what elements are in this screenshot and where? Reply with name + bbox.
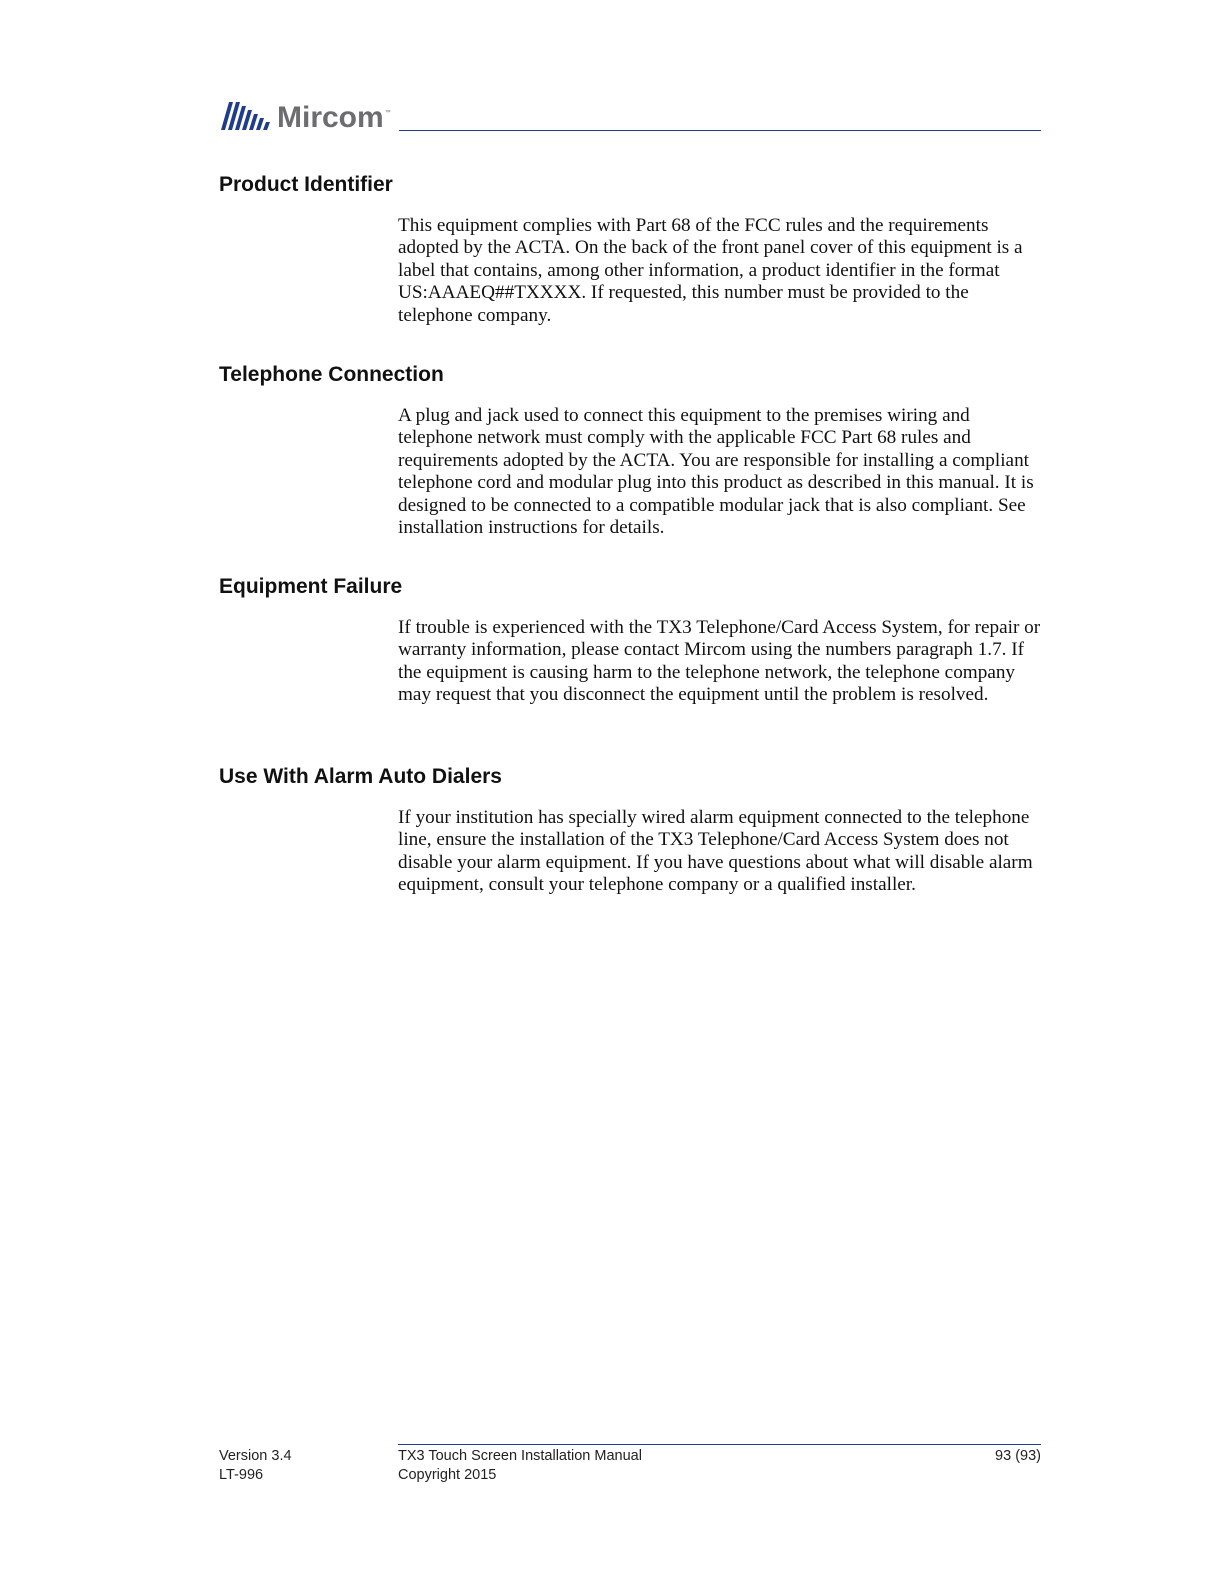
footer-copyright: Copyright 2015 <box>398 1467 497 1483</box>
footer-divider <box>398 1444 1041 1445</box>
section-equipment-failure <box>219 574 1041 707</box>
page-footer <box>219 1444 1041 1488</box>
footer-page-number: 93 (93) <box>995 1448 1041 1464</box>
section-telephone-connection <box>219 362 1041 539</box>
footer-doc-number: LT-996 <box>219 1467 264 1483</box>
section-title: Use With Alarm Auto Dialers <box>219 765 502 788</box>
footer-title-block <box>398 1447 642 1485</box>
section-body: A plug and jack used to connect this equipment to the premises wiring and telephone network must comply with the applicable FCC Part 68 rules and requirements adopted by the ACTA. You are responsible for installing a compliant telephone cord and modular plug into this product as described in this manual. It is designed to be connected to a compatible modular jack that is also compliant. See installation instructions for details. <box>398 405 1034 539</box>
brand-name: Mircom <box>277 101 384 134</box>
section-alarm-auto-dialers <box>219 764 1041 897</box>
section-body: If your institution has specially wired alarm equipment connected to the telephone line, ensure the installation of the TX3 Telephone/Card Access System does not disable your alarm equipment. If you have questions about what will disable alarm equipment, consult your telephone company or a qualified installer. <box>398 807 1033 896</box>
footer-version-block <box>219 1447 292 1485</box>
section-title: Product Identifier <box>219 173 393 196</box>
section-product-identifier <box>219 172 1041 327</box>
mircom-logo <box>219 96 391 136</box>
section-title: Telephone Connection <box>219 363 444 386</box>
section-body: This equipment complies with Part 68 of the FCC rules and the requirements adopted by the ACTA. On the back of the front panel cover of this equipment is a label that contains, among other information, a product identifier in the format US:AAAEQ##TXXXX. If requested, this number must be provided to the telephone company. <box>398 215 1023 326</box>
mircom-logo-mark-icon <box>219 98 271 134</box>
footer-manual-title: TX3 Touch Screen Installation Manual <box>398 1448 642 1464</box>
header-divider <box>399 130 1041 131</box>
footer-version: Version 3.4 <box>219 1448 292 1464</box>
section-title: Equipment Failure <box>219 575 403 598</box>
section-body: If trouble is experienced with the TX3 Telephone/Card Access System, for repair or warranty information, please contact Mircom using the numbers paragraph 1.7. If the equipment is causing harm to the telephone network, the telephone company may request that you disconnect the equipment until the problem is resolved. <box>398 617 1041 706</box>
page-header <box>219 96 1041 136</box>
trademark-symbol: ™ <box>384 110 391 116</box>
